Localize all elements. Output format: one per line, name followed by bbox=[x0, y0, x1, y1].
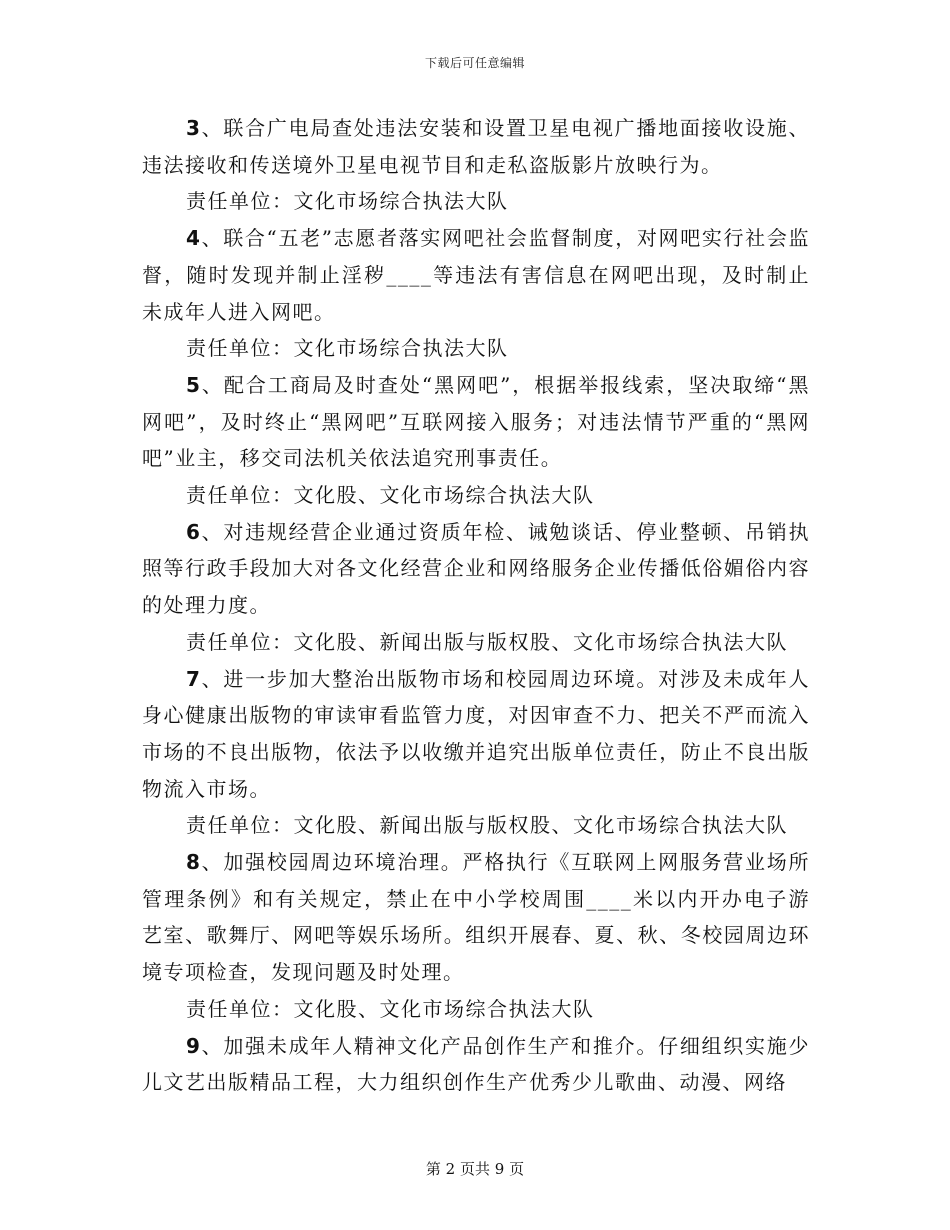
list-item bbox=[142, 1028, 810, 1101]
responsible-unit: 责任单位：文化股、新闻出版与版权股、文化市场综合执法大队 bbox=[186, 629, 788, 654]
item-number: 5 bbox=[186, 372, 202, 397]
item-number: 9 bbox=[186, 1033, 202, 1058]
item-number: 4 bbox=[186, 226, 202, 251]
item-text: 、进一步加大整治出版物市场和校园周边环境。对涉及未成年人身心健康出版物的审读审看监管力度，对因审查不力、把关不严而流入市场的不良出版物，依法予以收缴并追究出版单位责任，防止不良出版物流入市场。 bbox=[142, 666, 810, 801]
item-number: 6 bbox=[186, 519, 202, 544]
list-item bbox=[142, 220, 810, 330]
responsible-unit: 责任单位：文化市场综合执法大队 bbox=[186, 189, 509, 214]
item-text: 、加强校园周边环境治理。严格执行《互联网上网服务营业场所管理条例》和有关规定，禁止在中小学校周围____米以内开办电子游艺室、歌舞厅、网吧等娱乐场所。组织开展春、夏、秋、冬校园周边环境专项检查，发现问题及时处理。 bbox=[142, 850, 810, 985]
list-item bbox=[142, 514, 810, 624]
list-item bbox=[142, 661, 810, 808]
page-footer: 第 2 页共 9 页 bbox=[425, 1160, 525, 1178]
item-text: 、联合“五老”志愿者落实网吧社会监督制度，对网吧实行社会监督，随时发现并制止淫秽____等违法有害信息在网吧出现，及时制止未成年人进入网吧。 bbox=[142, 226, 810, 324]
item-text: 、对违规经营企业通过资质年检、诫勉谈话、停业整顿、吊销执照等行政手段加大对各文化经营企业和网络服务企业传播低俗媚俗内容的处理力度。 bbox=[142, 519, 810, 618]
item-number: 8 bbox=[186, 850, 202, 875]
list-item bbox=[142, 367, 810, 477]
list-item bbox=[142, 844, 810, 991]
responsible-unit: 责任单位：文化股、文化市场综合执法大队 bbox=[186, 483, 595, 508]
document-body bbox=[142, 110, 810, 1101]
list-item bbox=[142, 110, 810, 183]
responsible-unit: 责任单位：文化股、新闻出版与版权股、文化市场综合执法大队 bbox=[186, 813, 788, 838]
responsible-unit: 责任单位：文化市场综合执法大队 bbox=[186, 336, 509, 361]
item-text: 、加强未成年人精神文化产品创作生产和推介。仔细组织实施少儿文艺出版精品工程，大力组织创作生产优秀少儿歌曲、动漫、网络 bbox=[142, 1033, 810, 1095]
item-number: 7 bbox=[186, 666, 202, 691]
item-number: 3 bbox=[186, 116, 202, 140]
item-text: 、配合工商局及时查处“黑网吧”，根据举报线索，坚决取缔“黑网吧”，及时终止“黑网吧”互联网接入服务；对违法情节严重的“黑网吧”业主，移交司法机关依法追究刑事责任。 bbox=[142, 372, 810, 471]
responsible-unit: 责任单位：文化股、文化市场综合执法大队 bbox=[186, 996, 595, 1021]
page-header: 下载后可任意编辑 bbox=[424, 56, 525, 70]
item-text: 、联合广电局查处违法安装和设置卫星电视广播地面接收设施、违法接收和传送境外卫星电视节目和走私盗版影片放映行为。 bbox=[142, 116, 810, 177]
